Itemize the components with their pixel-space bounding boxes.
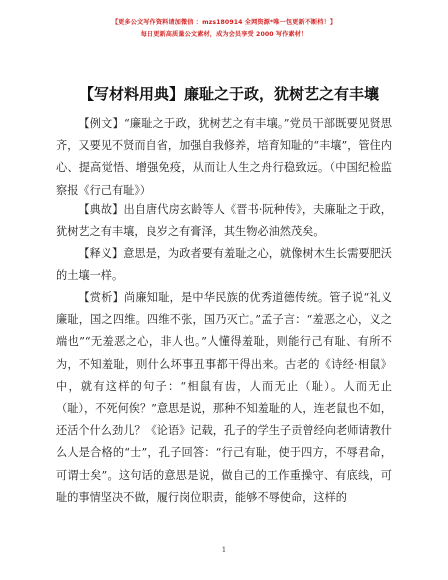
paragraph-allusion: 【典故】出自唐代房玄龄等人《晋书·阮种传》，夫廉耻之于政，犹树艺之有丰壤，良岁之有膏泽，其生物必油然茂矣。: [56, 203, 392, 239]
article-title: 【写材料用典】廉耻之于政，犹树艺之有丰壤: [78, 85, 379, 103]
page-number: 1: [221, 546, 227, 554]
promo-banner-line-2: 每日更新高质量公文素材，成为会员享受 2000 写作素材！: [140, 31, 308, 38]
paragraph-example: 【例文】“廉耻之于政，犹树艺之有丰壤。”党员干部既要见贤思齐，又要见不贤而自省，加强自我修养，培育知耻的“丰壤”，管住内心、提高觉悟、增强免疫，从而让人生之舟行稳致远。（中国纪检监察报《行己有耻》）: [56, 117, 392, 197]
promo-banner-line-1: 【更多公文写作资料请加微信 ：mzs180914 全网资源*唯一包更新不断档！】: [111, 19, 337, 26]
paragraph-meaning: 【释义】意思是，为政者要有羞耻之心，就像树木生长需要肥沃的土壤一样。: [56, 247, 392, 283]
paragraph-appreciation: 【赏析】尚廉知耻，是中华民族的优秀道德传统。管子说“礼义廉耻，国之四维。四维不张，国乃灭亡。”孟子言：“羞恶之心，义之端也”“无羞恶之心，非人也。”人懂得羞耻，则能行己有耻、有所不为，不知羞耻，则什么坏事丑事都干得出来。古老的《诗经·相鼠》中，就有这样的句子：“相鼠有齿，人而无止（耻）。人而无止（耻），不死何俟？”意思是说，那种不知羞耻的人，连老鼠也不如，还活个什么劲儿？《论语》记载，孔子的学生子贡曾经向老师请教什么人是合格的“士”，孔子回答：“行己有耻，使于四方，不辱君命，可谓士矣”。这句话的意思是说，做自己的工作重操守、有底线，可耻的事情坚决不做，履行岗位职责，能够不辱使命，这样的: [56, 291, 392, 504]
